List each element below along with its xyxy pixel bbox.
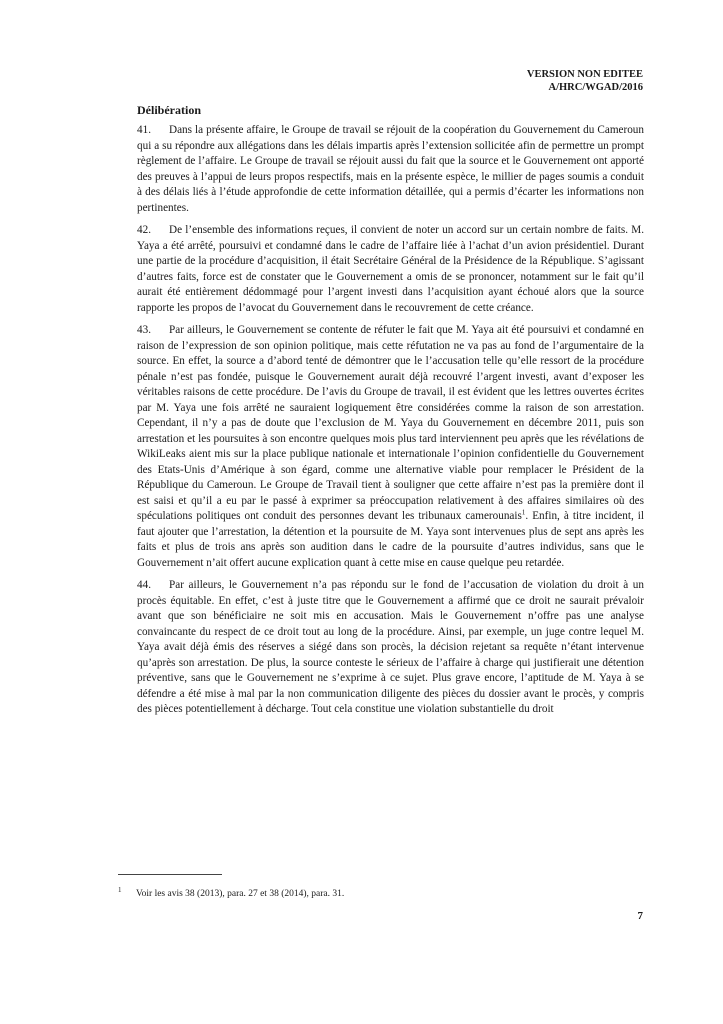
paragraph-43 [137, 323, 644, 571]
paragraph-number: 42. [137, 224, 151, 236]
paragraph-number: 44. [137, 579, 151, 591]
footnote-divider [118, 874, 222, 875]
document-header [527, 68, 643, 94]
paragraph-42 [137, 223, 644, 316]
paragraph-text: Dans la présente affaire, le Groupe de travail se réjouit de la coopération du Gouvernement du Cameroun qui a su répondre aux allégations dans les délais impartis après l’extension sollicitée afin de permettre un prompt règlement de l’affaire. Le Groupe de travail se réjouit aussi du fait que la source et le Gouvernement ont apporté des preuves à l’appui de leurs propos respectifs, mais en la présente espèce, le millier de pages soumis a conduit à des délais liés à l’étude approfondie de cette information détaillée, qui a permis d’écarter les informations non pertinentes. [137, 124, 644, 214]
paragraph-text: De l’ensemble des informations reçues, il convient de noter un accord sur un certain nombre de faits. M. Yaya a été arrêté, poursuivi et condamné dans le cadre de l’affaire liée à l’achat d’un avion présidentiel. Durant une partie de la procédure d’acquisition, il était Secrétaire Général de la Présidence de la République. S’agissant d’autres faits, force est de constater que le Gouvernement a omis de se prononcer, notamment sur le fait qu’il aurait été entièrement dédommagé pour l’argent investi dans l’acquisition ayant échoué alors que la source rapporte les propos de l’avocat du Gouvernement dans le recouvrement de cette créance. [137, 224, 644, 314]
paragraph-number: 43. [137, 324, 151, 336]
footnote-text: Voir les avis 38 (2013), para. 27 et 38 (2014), para. 31. [136, 889, 345, 900]
section-heading: Délibération [137, 103, 201, 117]
paragraph-text-continued: . Enfin, à titre incident, il faut ajouter que l’arrestation, la détention et la poursuite de M. Yaya sont intervenues plus de sept ans après les faits et plus de trois ans après son audition dans le cadre de la poursuite d’autres individus, sans que le Gouvernement n’ait offert aucune explication quant à cette mise en cause quelque peu retardée. [137, 510, 645, 569]
paragraph-41 [137, 123, 644, 216]
document-body [137, 123, 644, 725]
paragraph-number: 41. [137, 124, 151, 136]
footnote-mark: 1 [118, 886, 122, 894]
paragraph-text: Par ailleurs, le Gouvernement se contente de réfuter le fait que M. Yaya ait été poursuivi et condamné en raison de l’expression de son opinion politique, mais cette réfutation ne va pas au fond de l’argumentaire de la source. En effet, la source a d’abord tenté de démontrer que le l’accusation telle qu’elle ressort de la procédure pénale n’est pas fondée, puisque le Gouvernement aurait déjà recouvré l’argent investi, avant d’exposer les véritables raisons de cette procédure. De l’avis du Groupe de travail, il est évident que les lettres ouvertes écrites par M. Yaya une fois arrêté ne sauraient logiquement être considérées comme la raison de son arrestation. Cependant, il n’y a pas de doute que l’exclusion de M. Yaya du Gouvernement en décembre 2011, puis son arrestation et les poursuites à son encontre quelques mois plus tard interviennent peu après que les révélations de WikiLeaks aient mis sur la place publique nationale et internationale l’opinion confidentielle du Gouvernement des Etats-Unis d’Amérique à son égard, comme une alternative viable pour remplacer le Président de la République du Cameroun. Le Groupe de Travail tient à souligner que cette affaire n’est pas la première dont il est saisi et qu’il a eu par le passé à exprimer sa préoccupation relativement à des affaires similaires où des spéculations politiques ont conduit des personnes devant les tribunaux camerounais [137, 324, 644, 522]
footnote [118, 884, 344, 900]
version-label: VERSION NON EDITEE [526, 69, 643, 80]
document-symbol: A/HRC/WGAD/2016 [548, 82, 643, 93]
paragraph-text: Par ailleurs, le Gouvernement n’a pas répondu sur le fond de l’accusation de violation du droit à un procès équitable. En effet, c’est à juste titre que le Gouvernement a affirmé que ce droit ne saurait prévaloir avant que son bénéficiaire ne soit mis en accusation. Mais le Gouvernement n’offre pas une analyse convaincante du respect de ce droit tout au long de la procédure. Ainsi, par exemple, un juge contre lequel M. Yaya avait déjà émis des réserves a siégé dans son procès, la décision rejetant sa requête n’étant intervenue qu’après son arrestation. De plus, la source conteste le sérieux de l’affaire à charge qui justifierait une détention préventive, sans que le Gouvernement ne s’exprime à ce sujet. Plus grave encore, l’aptitude de M. Yaya à se défendre a été mise à mal par la non communication diligente des pièces du dossier avant le procès, y compris des pièces potentiellement à décharge. Tout cela constitue une violation substantielle du droit [137, 579, 644, 715]
page-number: 7 [637, 910, 643, 922]
paragraph-44 [137, 578, 644, 718]
footnote-reference[interactable]: 1 [521, 508, 526, 517]
